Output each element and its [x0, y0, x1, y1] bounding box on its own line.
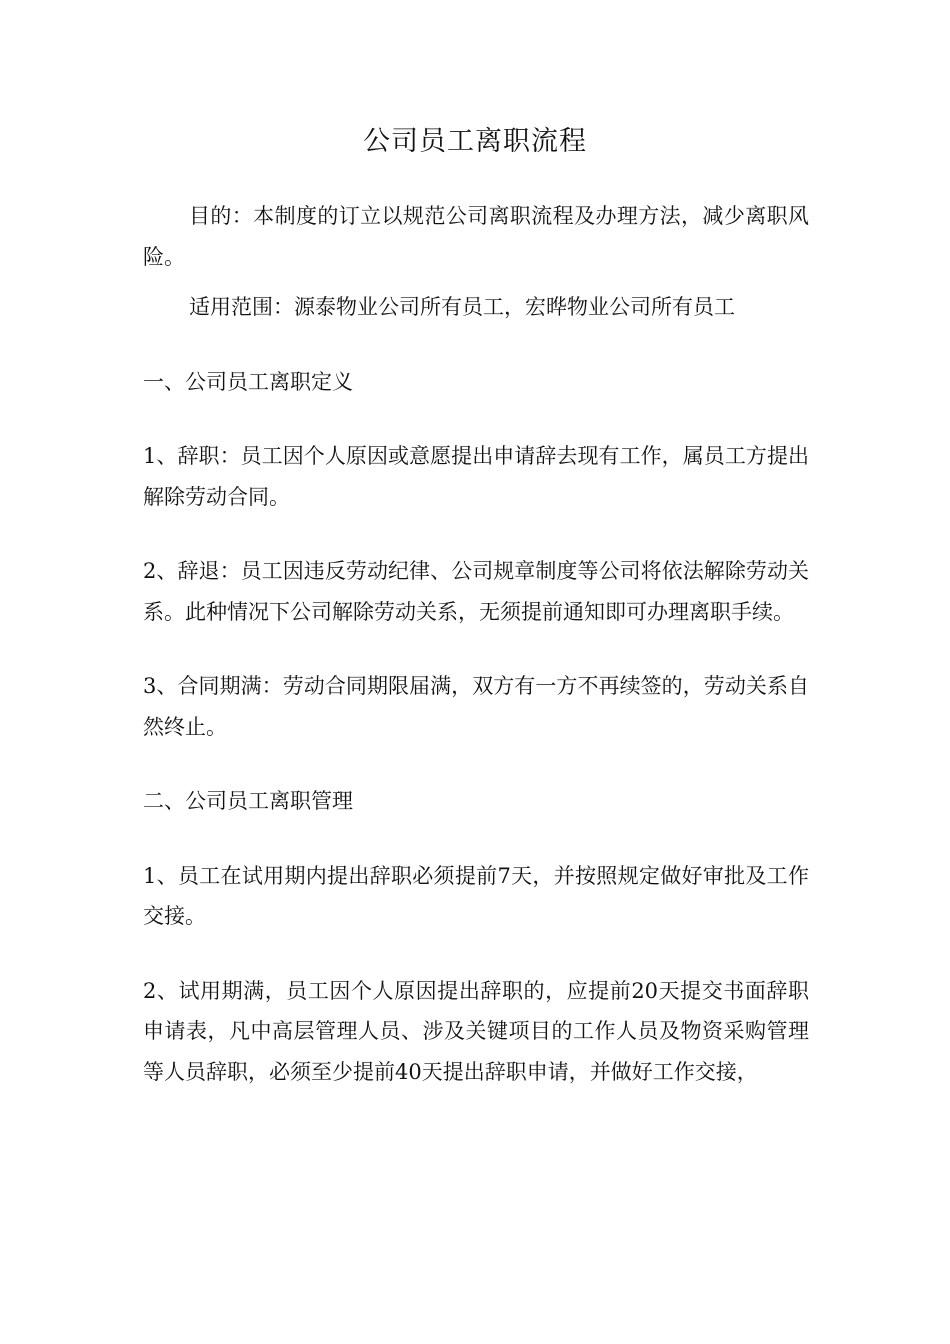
management-item-probation: 1、员工在试用期内提出辞职必须提前7天，并按照规定做好审批及工作交接。	[143, 863, 809, 928]
section-heading-management: 二、公司员工离职管理	[143, 789, 353, 813]
purpose-paragraph: 目的：本制度的订立以规范公司离职流程及办理方法，减少离职风险。	[143, 204, 809, 269]
definition-item-contract-expiry: 3、合同期满：劳动合同期限届满，双方有一方不再续签的，劳动关系自然终止。	[143, 674, 809, 739]
document-title: 公司员工离职流程	[363, 126, 587, 157]
definition-item-dismissal: 2、辞退：员工因违反劳动纪律、公司规章制度等公司将依法解除劳动关系。此种情况下公司解除劳动关系，无须提前通知即可办理离职手续。	[143, 559, 809, 624]
scope-paragraph: 适用范围：源泰物业公司所有员工，宏晔物业公司所有员工	[189, 295, 735, 319]
definition-item-resignation: 1、辞职：员工因个人原因或意愿提出申请辞去现有工作，属员工方提出解除劳动合同。	[143, 444, 809, 509]
section-heading-definition: 一、公司员工离职定义	[143, 369, 353, 394]
management-item-after-probation: 2、试用期满，员工因个人原因提出辞职的，应提前20天提交书面辞职申请表，凡中高层管理人员、涉及关键项目的工作人员及物资采购管理等人员辞职，必须至少提前40天提出辞职申请，并做好工作交接，	[143, 978, 809, 1084]
document-body	[143, 196, 809, 1092]
